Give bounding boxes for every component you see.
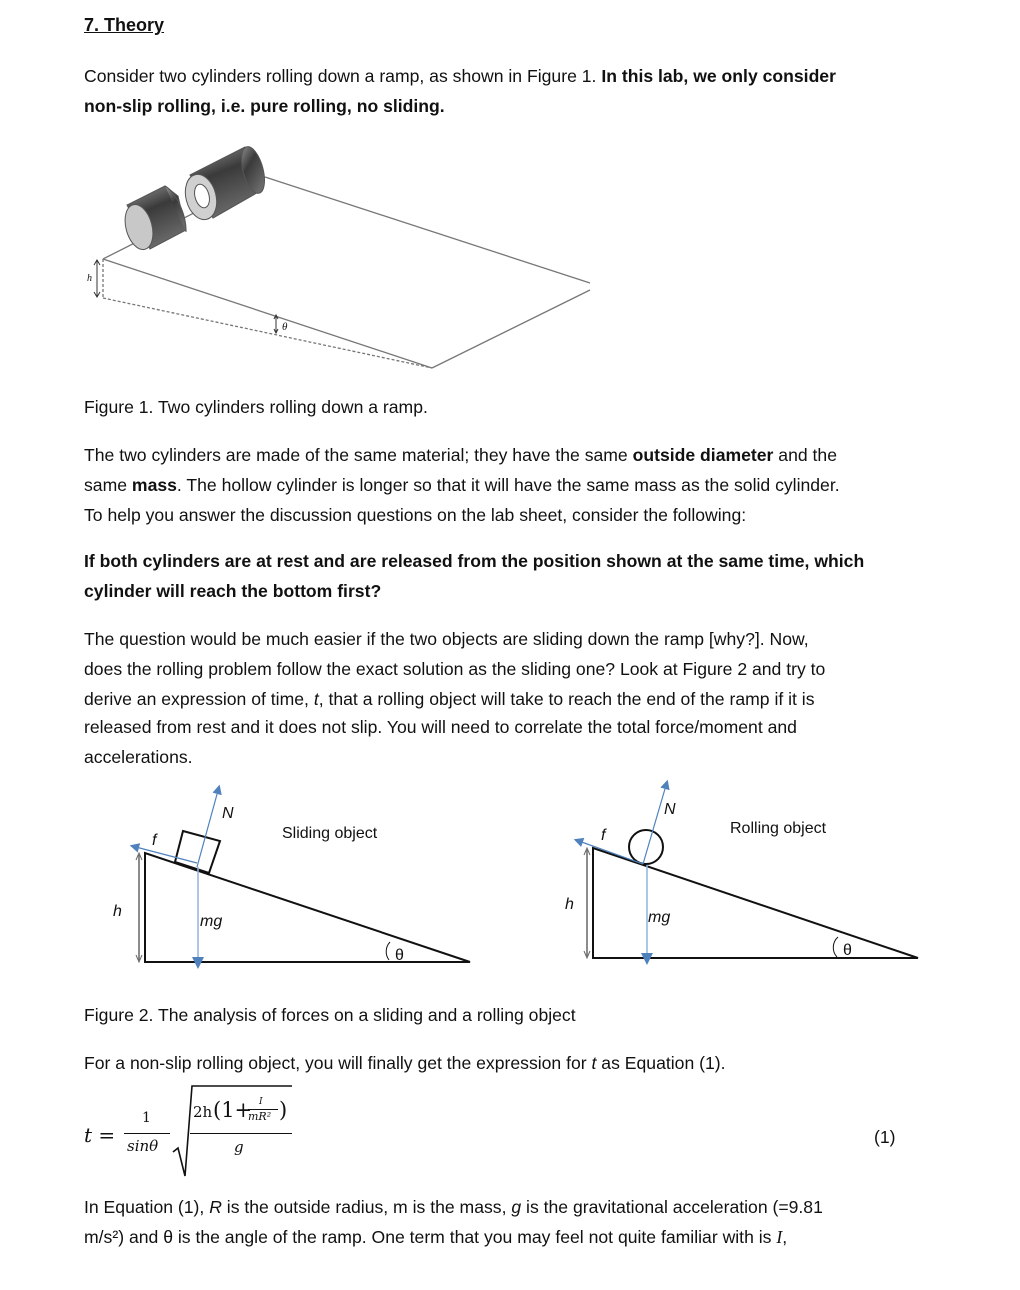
text: , [782,1227,788,1247]
label-mg: mg [648,909,671,926]
label-h: h [87,273,92,284]
paragraph-line [84,1226,787,1248]
text: , that a rolling object will take to reach the end of the ramp if it is [318,689,815,709]
text: as Equation (1). [596,1053,726,1073]
equation-number: (1) [874,1127,896,1147]
text: is the outside radius, m is the mass, [221,1197,512,1217]
label-N: N [222,805,234,822]
bold-text: In this lab, we only consider [601,66,836,86]
cylinder-icon [629,830,663,864]
figure-1-caption: Figure 1. Two cylinders rolling down a ramp. [84,397,428,417]
label-f: f [601,827,606,844]
figure-2-caption: Figure 2. The analysis of forces on a sliding and a rolling object [84,1005,576,1025]
text: same [84,475,132,495]
label-h: h [113,903,122,920]
text: In Equation (1), [84,1197,210,1217]
eq-num1: 1 [142,1110,151,1126]
fraction-bar [190,1133,292,1134]
paragraph-line: accelerations. [84,747,193,767]
rolling-object-label: Rolling object [730,820,827,837]
text: derive an expression of time, [84,689,314,709]
text: For a non-slip rolling object, you will finally get the expression for [84,1053,592,1073]
bold-text: outside diameter [632,445,774,465]
italic-text: t [591,1053,597,1073]
text: Consider two cylinders rolling down a ramp, as shown in Figure 1. [84,66,602,86]
sliding-object-label: Sliding object [282,825,378,842]
label-N: N [664,801,676,818]
italic-text: t [313,689,319,709]
question-line: If both cylinders are at rest and are released from the position shown at the same time, which [84,551,865,571]
question-line: cylinder will reach the bottom first? [84,581,382,601]
paragraph-line: released from rest and it does not slip. You will need to correlate the total force/moment and [84,717,797,737]
paragraph-line [84,1052,726,1074]
bold-text: mass [131,475,177,495]
paragraph-line: The question would be much easier if the two objects are sliding down the ramp [why?]. Now, [84,629,809,649]
fraction-bar [124,1133,170,1134]
eq-num2: ) [279,1098,288,1122]
paragraph-intro-line: non-slip rolling, i.e. pure rolling, no sliding. [84,96,445,116]
label-theta: θ [395,947,404,964]
label-f: f [152,832,157,849]
eq-I: I [259,1097,263,1107]
rolling-object-diagram [565,782,918,962]
label-theta: θ [282,321,288,333]
italic-text: R [209,1197,222,1217]
text: is the gravitational acceleration (=9.81 [521,1197,823,1217]
italic-text: g [511,1197,522,1217]
text: m/s²) and θ is the angle of the ramp. One term that you may feel not quite familiar with is [84,1227,777,1247]
italic-text: I [776,1227,783,1247]
paragraph-line: To help you answer the discussion questions on the lab sheet, consider the following: [84,505,747,525]
text: and the [773,445,837,465]
eq-num2: 2h [193,1103,213,1121]
eq-den1: sinθ [127,1137,159,1155]
eq-lhs: t = [84,1123,116,1147]
text: . The hollow cylinder is longer so that it will have the same mass as the solid cylinder. [176,475,840,495]
eq-den2: g [234,1138,244,1156]
eq-num2: (1+ [213,1098,253,1122]
section-title: 7. Theory [84,15,165,35]
sliding-object-diagram [113,787,470,966]
label-theta: θ [843,942,852,959]
text: The two cylinders are made of the same material; they have the same [84,445,633,465]
sqrt-icon [170,1082,295,1180]
paragraph-line [84,1196,823,1218]
eq-mR2: mR² [248,1110,272,1123]
paragraph-line: does the rolling problem follow the exact solution as the sliding one? Look at Figure 2 and try to [84,659,826,679]
label-h: h [565,896,574,913]
label-mg: mg [200,913,223,930]
